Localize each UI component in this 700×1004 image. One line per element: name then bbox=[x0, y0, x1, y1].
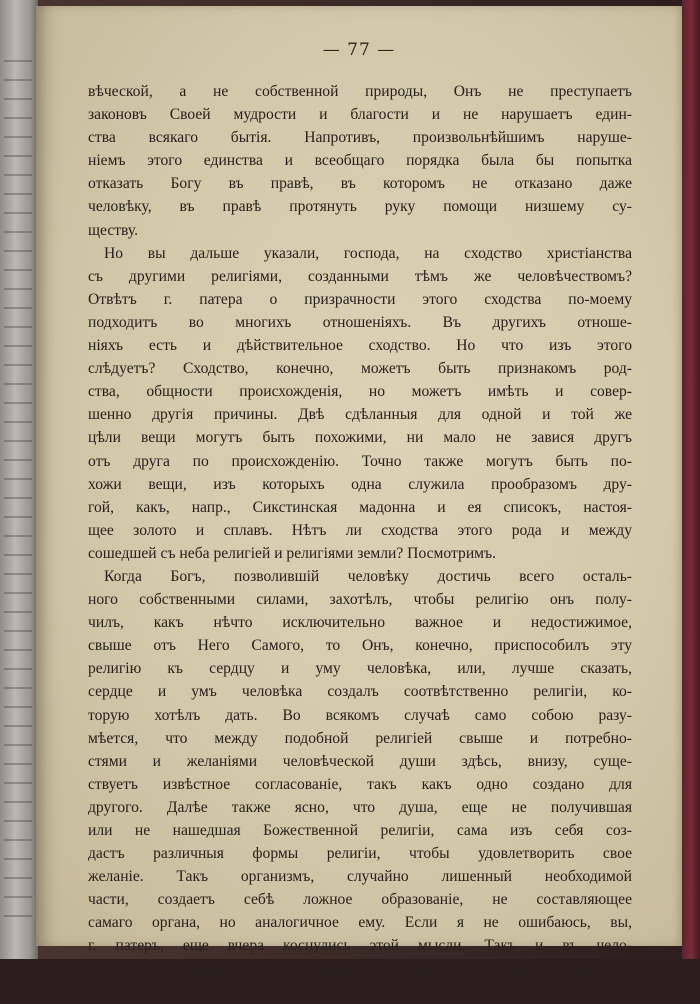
text-line: торую хотѣлъ дать. Во всякомъ случаѣ само собою разу- bbox=[88, 706, 632, 724]
text-line: г. патеръ, еще вчера коснулись этой мысли. Такъ и въ чело- bbox=[88, 937, 632, 955]
text-line: или не нашедшая Божественной религіи, сама изъ себя соз- bbox=[88, 822, 632, 839]
text-line: ществу. bbox=[88, 221, 139, 239]
text-line: вать извѣстное число ложныхъ религій, и эти послѣднія bbox=[88, 983, 461, 1001]
text-line: ніяхъ есть и дѣйствительное сходство. Но что изъ этого bbox=[88, 337, 632, 355]
text-line: ства, общности происхожденія, но можетъ имѣть и совер- bbox=[88, 383, 632, 401]
text-line: вѣческой, а не собственной природы, Онъ не преступаетъ bbox=[88, 83, 632, 100]
text-line: ства всякаго бытія. Напротивъ, произвольнѣйшимъ наруше- bbox=[88, 129, 632, 147]
text-line: сердце и умъ человѣка создалъ соотвѣтственно религіи, ко- bbox=[88, 683, 632, 701]
text-line: ного собственными силами, захотѣлъ, чтобы религію онъ полу- bbox=[88, 591, 632, 609]
text-line: другого. Далѣе также ясно, что душа, еще не получившая bbox=[88, 798, 632, 816]
text-line: стями и желаніями человѣческой души здѣсь, внизу, суще- bbox=[88, 752, 632, 770]
text-line: человѣку, въ правѣ протянуть руку помощи низшему су- bbox=[88, 198, 632, 216]
text-line: вѣчествѣ наряду съ истинной религіей должно существо- bbox=[88, 960, 632, 978]
text-line: религію къ сердцу и уму человѣка, или, лучше сказать, bbox=[88, 660, 632, 678]
text-line: щее золото и сплавъ. Нѣтъ ли сходства этого рода и между bbox=[88, 521, 632, 539]
text-line: хожи вещи, изъ которыхъ одна служила прообразомъ дру- bbox=[88, 475, 632, 493]
page-number: — 77 — bbox=[322, 40, 396, 60]
text-line: шенно другія причины. Двѣ сдѣланныя для одной и той же bbox=[88, 406, 632, 424]
text-line: мѣется, что между подобной религіей свыше и потребно- bbox=[88, 729, 632, 747]
text-line: желаніе. Такъ организмъ, случайно лишенный необходимой bbox=[88, 868, 632, 886]
text-line: сошедшей съ неба религіей и религіями земли? Посмотримъ. bbox=[88, 544, 496, 562]
text-line: гой, какъ, напр., Сикстинская мадонна и ея списокъ, настоя- bbox=[88, 498, 632, 516]
text-line: чилъ, какъ нѣчто исключительно важное и недостижимое, bbox=[88, 614, 632, 632]
text-line: съ другими религіями, созданными тѣмъ же человѣчествомъ? bbox=[88, 267, 632, 285]
spine-page-edges bbox=[4, 60, 32, 920]
text-line: законовъ Своей мудрости и благости и не нарушаетъ един- bbox=[88, 106, 632, 124]
text-line: дастъ различныя формы религіи, чтобы удовлетворить свое bbox=[88, 845, 632, 863]
text-line: самаго органа, но аналогичное ему. Если я не ошибаюсь, вы, bbox=[88, 914, 632, 932]
book-cover-edge bbox=[682, 0, 700, 959]
text-line: отъ друга по происхожденію. Точно также могутъ быть по- bbox=[88, 452, 632, 470]
text-line: отказать Богу въ правѣ, въ которомъ не отказано даже bbox=[88, 175, 632, 193]
body-text bbox=[88, 80, 632, 1004]
text-line: Отвѣтъ г. патера о призрачности этого сходства по-моему bbox=[88, 290, 632, 308]
text-line: ніемъ этого единства и всеобщаго порядка была бы попытка bbox=[88, 152, 632, 170]
book-page bbox=[36, 6, 682, 1001]
text-line: слѣдуетъ? Сходство, конечно, можетъ быть признакомъ род- bbox=[88, 360, 632, 378]
text-line: подходитъ во многихъ отношеніяхъ. Въ другихъ отноше- bbox=[88, 313, 632, 331]
text-line: Когда Богъ, позволившій человѣку достичь всего осталь- bbox=[104, 567, 632, 585]
text-line: ствуетъ извѣстное согласованіе, такъ какъ одно создано для bbox=[88, 775, 632, 793]
text-line: цѣли вещи могутъ быть похожими, ни мало не завися другъ bbox=[88, 429, 632, 447]
book-spine-pages bbox=[0, 0, 38, 959]
text-line: Но вы дальше указали, господа, на сходство христіанства bbox=[104, 244, 632, 262]
text-line: свыше отъ Него Самого, то Онъ, конечно, приспособилъ эту bbox=[88, 637, 632, 655]
text-line: части, создаетъ себѣ ложное образованіе, не составляющее bbox=[88, 891, 632, 909]
